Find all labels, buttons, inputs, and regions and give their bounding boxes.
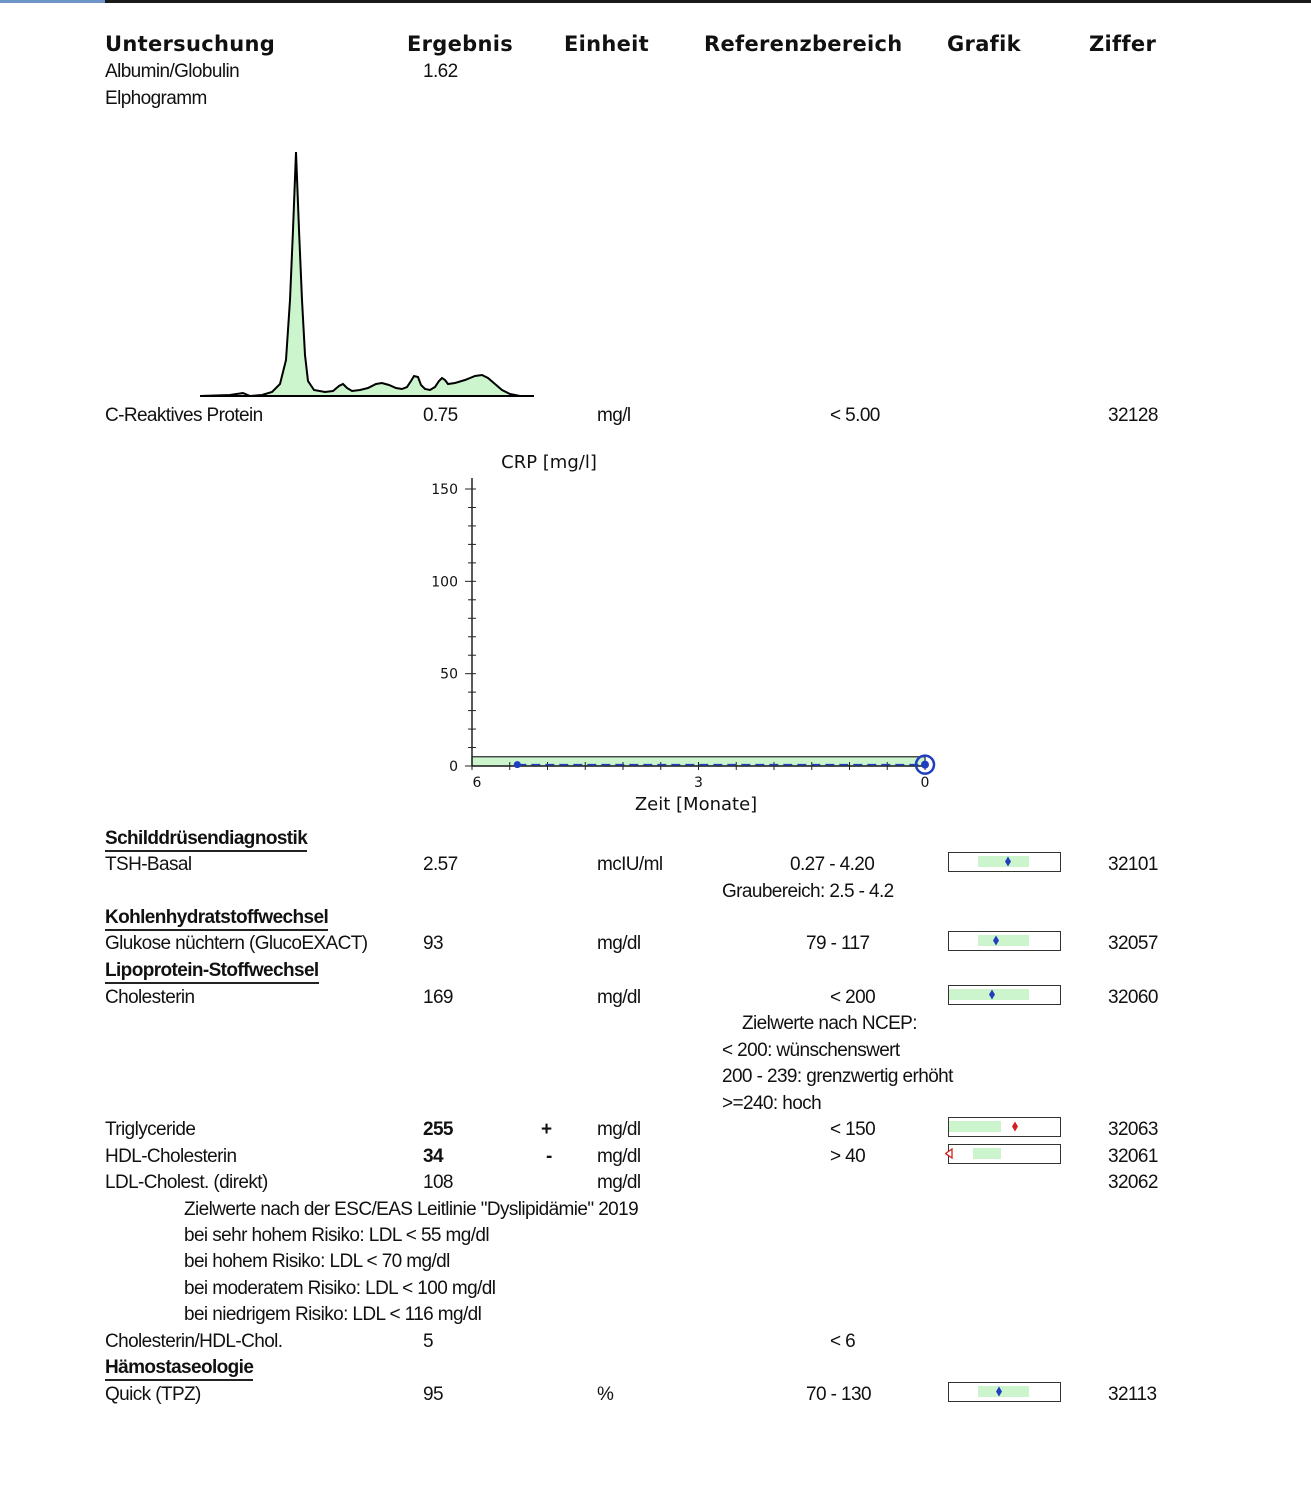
quick-reference-range — [978, 1386, 1030, 1397]
crp-value: 0.75 — [423, 405, 458, 426]
chol-note-1: Zielwerte nach NCEP: — [742, 1013, 917, 1034]
chol-note-4: >=240: hoch — [722, 1093, 822, 1114]
hdl-flag: - — [546, 1146, 552, 1167]
header-ergebnis: Ergebnis — [407, 32, 514, 56]
glucose-value-marker — [992, 935, 1000, 946]
albumin-value: 1.62 — [423, 61, 458, 82]
trig-reference-range — [949, 1121, 1001, 1132]
quick-unit: % — [597, 1384, 614, 1405]
chart-xlabel: Zeit [Monate] — [634, 794, 758, 815]
elpho-name: Elphogramm — [105, 88, 207, 109]
y-tick-label: 100 — [431, 574, 458, 591]
chol-unit: mg/dl — [597, 987, 641, 1008]
chol-name: Cholesterin — [105, 987, 195, 1008]
crp-unit: mg/l — [597, 405, 631, 426]
crp-name: C-Reaktives Protein — [105, 405, 263, 426]
quick-ref: 70 - 130 — [806, 1384, 871, 1405]
chol-value-marker — [988, 989, 996, 1000]
x-tick-label: 0 — [920, 775, 930, 791]
elphogram-curve — [195, 145, 540, 405]
albumin-name: Albumin/Globulin — [105, 61, 240, 82]
trig-flag: + — [541, 1119, 552, 1140]
ratio-name: Cholesterin/HDL-Chol. — [105, 1331, 283, 1352]
glucose-ref: 79 - 117 — [806, 933, 870, 954]
top-border — [0, 0, 1311, 3]
quick-value-marker — [995, 1386, 1003, 1397]
ldl-unit: mg/dl — [597, 1172, 641, 1193]
ldl-value: 108 — [423, 1172, 453, 1193]
quick-name: Quick (TPZ) — [105, 1384, 201, 1405]
x-tick-label: 6 — [472, 775, 482, 791]
ldl-name: LDL-Cholest. (direkt) — [105, 1172, 268, 1193]
section-carb: Kohlenhydratstoffwechsel — [105, 907, 328, 931]
trig-code: 32063 — [1108, 1119, 1158, 1140]
ldl-code: 32062 — [1108, 1172, 1158, 1193]
ldl-note-5: bei niedrigem Risiko: LDL < 116 mg/dl — [184, 1304, 482, 1325]
section-thyroid: Schilddrüsendiagnostik — [105, 828, 307, 852]
header-grafik: Grafik — [947, 32, 1021, 56]
crp-code: 32128 — [1108, 405, 1158, 426]
tsh-ref: 0.27 - 4.20 — [790, 854, 875, 875]
trig-range-bar — [948, 1117, 1061, 1137]
glucose-reference-range — [978, 935, 1030, 946]
chol-value: 169 — [423, 987, 453, 1008]
ratio-ref: < 6 — [830, 1331, 856, 1352]
chol-code: 32060 — [1108, 987, 1158, 1008]
glucose-name: Glukose nüchtern (GlucoEXACT) — [105, 933, 368, 954]
ldl-note-2: bei sehr hohem Risiko: LDL < 55 mg/dl — [184, 1225, 490, 1246]
trig-ref: < 150 — [830, 1119, 876, 1140]
section-hemo: Hämostaseologie — [105, 1357, 253, 1381]
ldl-note-1: Zielwerte nach der ESC/EAS Leitlinie "Dyslipidämie" 2019 — [184, 1199, 639, 1220]
quick-value: 95 — [423, 1384, 443, 1405]
y-tick-label: 50 — [440, 666, 458, 683]
crp-data-point — [514, 761, 521, 768]
chol-note-3: 200 - 239: grenzwertig erhöht — [722, 1066, 953, 1087]
y-tick-label: 0 — [449, 759, 458, 775]
ldl-note-3: bei hohem Risiko: LDL < 70 mg/dl — [184, 1251, 450, 1272]
y-ticks — [431, 482, 476, 775]
tsh-ref-note: Graubereich: 2.5 - 4.2 — [722, 881, 894, 902]
crp-chart — [400, 440, 960, 825]
ratio-value: 5 — [423, 1331, 433, 1352]
trig-value-marker — [1011, 1121, 1019, 1132]
trig-unit: mg/dl — [597, 1119, 641, 1140]
tsh-value: 2.57 — [423, 854, 458, 875]
glucose-range-bar — [948, 931, 1061, 951]
x-tick-label: 3 — [694, 775, 703, 791]
tsh-value-marker — [1004, 856, 1012, 867]
quick-code: 32113 — [1108, 1384, 1157, 1405]
tsh-code: 32101 — [1108, 854, 1158, 875]
hdl-value-marker — [945, 1148, 953, 1159]
trig-name: Triglyceride — [105, 1119, 196, 1140]
glucose-code: 32057 — [1108, 933, 1158, 954]
crp-data-point — [921, 761, 929, 769]
chol-range-bar — [948, 985, 1061, 1005]
glucose-unit: mg/dl — [597, 933, 641, 954]
glucose-value: 93 — [423, 933, 443, 954]
top-border-accent — [0, 0, 105, 3]
ldl-note-4: bei moderatem Risiko: LDL < 100 mg/dl — [184, 1278, 496, 1299]
hdl-code: 32061 — [1108, 1146, 1158, 1167]
header-einheit: Einheit — [564, 32, 650, 56]
elphogram-area — [200, 152, 534, 396]
section-lipo: Lipoprotein-Stoffwechsel — [105, 960, 319, 984]
tsh-unit: mcIU/ml — [597, 854, 663, 875]
header-ziffer: Ziffer — [1089, 32, 1157, 56]
crp-ref: < 5.00 — [830, 405, 880, 426]
trig-value: 255 — [423, 1119, 453, 1140]
header-referenzbereich: Referenzbereich — [704, 32, 903, 56]
chol-note-2: < 200: wünschenswert — [722, 1040, 900, 1061]
hdl-unit: mg/dl — [597, 1146, 641, 1167]
chol-ref: < 200 — [830, 987, 876, 1008]
hdl-name: HDL-Cholesterin — [105, 1146, 237, 1167]
hdl-range-bar — [948, 1144, 1061, 1164]
chart-title: CRP [mg/l] — [501, 452, 597, 473]
y-tick-label: 150 — [431, 482, 458, 498]
hdl-value: 34 — [423, 1146, 443, 1167]
hdl-ref: > 40 — [830, 1146, 866, 1167]
header-untersuchung: Untersuchung — [105, 32, 276, 56]
tsh-range-bar — [948, 852, 1061, 872]
quick-range-bar — [948, 1382, 1061, 1402]
hdl-reference-range — [973, 1148, 1001, 1159]
tsh-name: TSH-Basal — [105, 854, 192, 875]
